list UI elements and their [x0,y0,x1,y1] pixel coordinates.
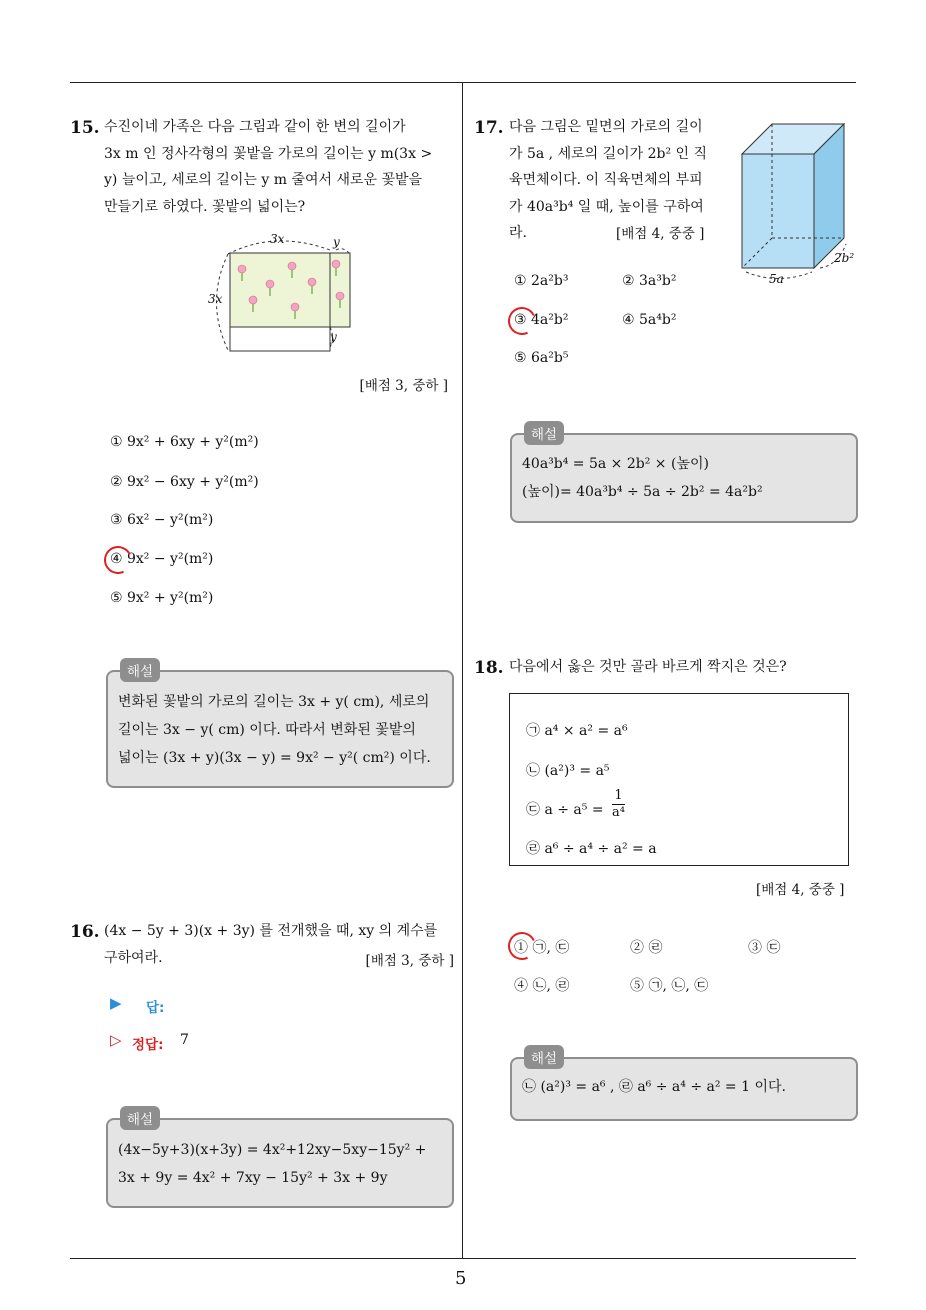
q18-fraction-denominator: a⁴ [612,805,625,820]
q17-choice-3[interactable]: ③ 4a²b² [514,312,569,328]
q16-line: 구하여라. [104,949,163,966]
top-rule [70,82,856,83]
q15-line: 3x m 인 정사각형의 꽃밭을 가로의 길이는 y m(3x > [104,145,433,162]
q15-line: y) 늘이고, 세로의 길이는 y m 줄여서 새로운 꽃밭을 [104,172,423,188]
q18-fraction-numerator: 1 [612,788,625,805]
q17-line: 다음 그림은 밑면의 가로의 길이 [509,119,703,135]
q15-choice-1[interactable]: ① 9x² + 6xy + y²(m²) [110,434,259,450]
q16-solution-text [118,1136,448,1192]
q15-solution-line: 변화된 꽃밭의 가로의 길이는 3x + y( cm), 세로의 [118,694,430,710]
q17-fig-label-width: 5a [769,272,784,286]
q17-difficulty: [배점 4, 중중 ] [616,226,705,242]
correct-arrow-icon: ▷ [110,1031,122,1049]
q15-question [104,114,454,220]
q17-fig-label-depth: 2b² [834,251,855,265]
q18-solution-text [522,1073,852,1101]
q17-line: 가 40a³b⁴ 일 때, 높이를 구하여 [509,198,704,215]
q16-solution-line: 3x + 9y = 4x² + 7xy − 15y² + 3x + 9y [118,1170,388,1186]
q15-solution-line: 넓이는 (3x + y)(3x − y) = 9x² − y²( cm²) 이다. [118,750,431,766]
q15-fig-label-top-right: y [333,235,340,249]
q16-correct-value: 7 [180,1032,189,1048]
q18-fraction [612,788,625,821]
q15-choice-3[interactable]: ③ 6x² − y²(m²) [110,512,214,528]
q15-fig-label-left: 3x [208,292,223,306]
q15-fig-label-bottom-right: y [330,330,337,344]
q16-answer-label: 답: [146,1000,165,1016]
q18-selected-mark [504,928,540,964]
q16-difficulty: [배점 3, 중하 ] [365,953,454,969]
q17-line: 라. [509,225,527,241]
answer-arrow-icon: ▶ [110,994,122,1012]
q17-line: 가 5a , 세로의 길이가 2b² 인 직 [509,145,708,162]
q17-selected-mark [504,303,540,339]
q18-choice-1[interactable]: ① ㉠, ㉢ [514,940,570,956]
q15-number: 15. [70,118,100,138]
q15-choice-2[interactable]: ② 9x² − 6xy + y²(m²) [110,474,259,490]
q17-choice-2[interactable]: ② 3a³b² [622,273,677,289]
q15-choice-4[interactable]: ④ 9x² − y²(m²) [110,551,214,567]
q15-choice-5[interactable]: ⑤ 9x² + y²(m²) [110,590,214,606]
q18-item-3: ㉢ a ÷ a⁵ = [526,802,604,818]
q18-item-2: ㉡ (a²)³ = a⁵ [526,763,610,779]
q18-choice-4[interactable]: ④ ㉡, ㉣ [514,978,570,994]
q15-fig-label-top: 3x [270,232,285,246]
bottom-rule [70,1258,856,1259]
q18-choice-3[interactable]: ③ ㉢ [748,940,781,956]
q17-solution-tag: 해설 [524,421,564,445]
q17-solution-text [522,450,852,506]
q16-correct-label: 정답: [132,1037,164,1053]
q18-difficulty: [배점 4, 중중 ] [756,882,845,898]
q18-item-4: ㉣ a⁶ ÷ a⁴ ÷ a² = a [526,841,657,857]
q16-number: 16. [70,922,100,942]
q15-difficulty: [배점 3, 중하 ] [359,378,448,394]
q17-choice-4[interactable]: ④ 5a⁴b² [622,312,677,328]
q18-choice-2[interactable]: ② ㉣ [630,940,663,956]
q17-solution-line: (높이)= 40a³b⁴ ÷ 5a ÷ 2b² = 4a²b² [522,484,763,500]
q15-solution-tag: 해설 [120,658,160,682]
q16-solution-tag: 해설 [120,1106,160,1130]
q15-line: 만들기로 하였다. 꽃밭의 넓이는? [104,198,306,215]
q17-number: 17. [474,118,504,138]
q17-solution-line: 40a³b⁴ = 5a × 2b² × (높이) [522,456,709,472]
q15-selected-mark [100,542,136,578]
q18-solution-line: ㉡ (a²)³ = a⁶ , ㉣ a⁶ ÷ a⁴ ÷ a² = 1 이다. [522,1079,786,1095]
q15-line: 수진이네 가족은 다음 그림과 같이 한 변의 길이가 [104,119,406,135]
page-number: 5 [455,1268,467,1289]
q16-solution-line: (4x−5y+3)(x+3y) = 4x²+12xy−5xy−15y² + [118,1142,427,1158]
q15-solution-text [118,688,448,772]
q18-item-1: ㉠ a⁴ × a² = a⁶ [526,723,628,739]
q17-line: 육면체이다. 이 직육면체의 부피 [509,172,703,188]
q18-number: 18. [474,658,504,678]
q16-line: (4x − 5y + 3)(x + 3y) 를 전개했을 때, xy 의 계수를 [104,923,438,939]
q15-solution-line: 길이는 3x − y( cm) 이다. 따라서 변화된 꽃밭의 [118,722,416,738]
q18-choice-5[interactable]: ⑤ ㉠, ㉡, ㉢ [630,978,709,994]
q17-choice-1[interactable]: ① 2a²b³ [514,273,569,289]
q18-question: 다음에서 옳은 것만 골라 바르게 짝지은 것은? [509,659,787,675]
q17-choice-5[interactable]: ⑤ 6a²b⁵ [514,350,569,366]
q18-solution-tag: 해설 [524,1045,564,1069]
column-divider [462,83,463,1258]
